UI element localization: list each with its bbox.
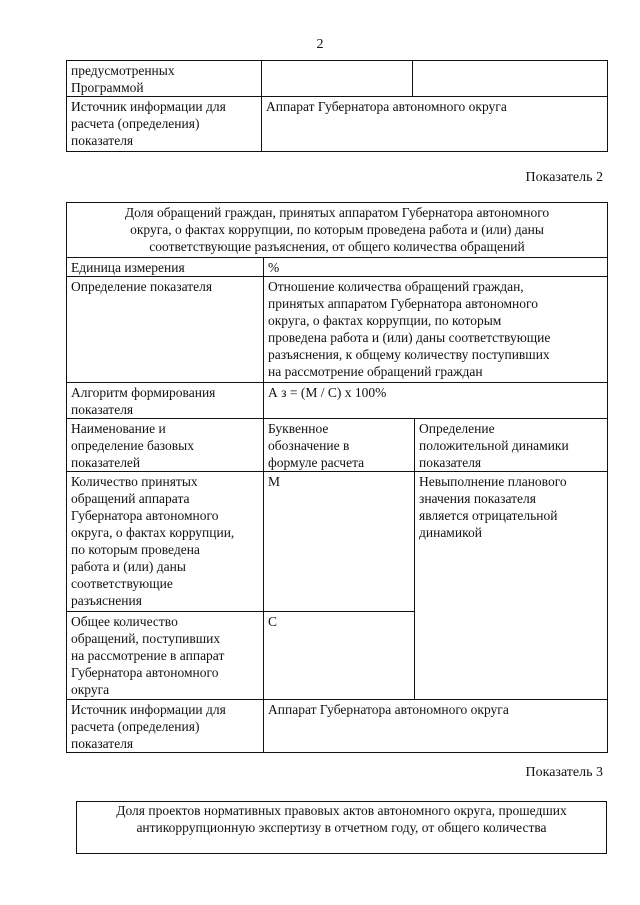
- table-cell: Наименование и определение базовых показателей: [67, 419, 264, 472]
- table-cell: [413, 61, 608, 97]
- page-number: 2: [316, 37, 324, 52]
- table-cell: Количество принятых обращений аппарата Губернатора автономного округа, о фактах коррупции, по которым проведена работа и (или) даны соответствующие разъяснения: [67, 472, 264, 612]
- table-cell: Аппарат Губернатора автономного округа: [262, 97, 608, 152]
- table-cell: Источник информации для расчета (определения) показателя: [67, 700, 264, 753]
- table-row: [67, 419, 608, 472]
- table-cell: Алгоритм формирования показателя: [67, 383, 264, 419]
- table-cell: Определение показателя: [67, 277, 264, 383]
- table-cell: А з = (М / С) х 100%: [264, 383, 608, 419]
- table-cell: предусмотренных Программой: [67, 61, 262, 97]
- table-row: [67, 700, 608, 753]
- table-cell: [262, 61, 413, 97]
- table-cell: Определение положительной динамики показателя: [415, 419, 608, 472]
- indicator-3-title: Доля проектов нормативных правовых актов автономного округа, прошедших антикоррупционную экспертизу в отчетном году, от общего количества: [77, 802, 607, 854]
- table-cell: М: [264, 472, 415, 612]
- table-row: [67, 383, 608, 419]
- table-row: [67, 61, 608, 97]
- table-row: [67, 203, 608, 258]
- table-row: [77, 802, 607, 854]
- table-cell: %: [264, 258, 608, 277]
- table-row: [67, 472, 608, 612]
- indicator-3-label: Показатель 3: [525, 765, 603, 780]
- table-cell: Источник информации для расчета (определения) показателя: [67, 97, 262, 152]
- table-cell: Единица измерения: [67, 258, 264, 277]
- table-row: [67, 277, 608, 383]
- indicator-2-title: Доля обращений граждан, принятых аппаратом Губернатора автономного округа, о фактах коррупции, по которым проведена работа и (или) даны соответствующие разъяснения, от общего количества обращений: [67, 203, 608, 258]
- table-row: [67, 258, 608, 277]
- table-cell: С: [264, 612, 415, 700]
- table-indicator-2: [66, 202, 608, 753]
- table-indicator-3: [76, 801, 607, 854]
- table-row: [67, 97, 608, 152]
- table-cell: Аппарат Губернатора автономного округа: [264, 700, 608, 753]
- table-cell: Буквенное обозначение в формуле расчета: [264, 419, 415, 472]
- table-cell: Отношение количества обращений граждан, принятых аппаратом Губернатора автономного округа, о фактах коррупции, по которым проведена работа и (или) даны соответствующие разъяснения, к общему количеству поступивших на рассмотрение обращений граждан: [264, 277, 608, 383]
- table-cell: Общее количество обращений, поступивших на рассмотрение в аппарат Губернатора автономного округа: [67, 612, 264, 700]
- table-cell: Невыполнение планового значения показателя является отрицательной динамикой: [415, 472, 608, 700]
- table-indicator-1-tail: [66, 60, 608, 152]
- indicator-2-label: Показатель 2: [525, 170, 603, 185]
